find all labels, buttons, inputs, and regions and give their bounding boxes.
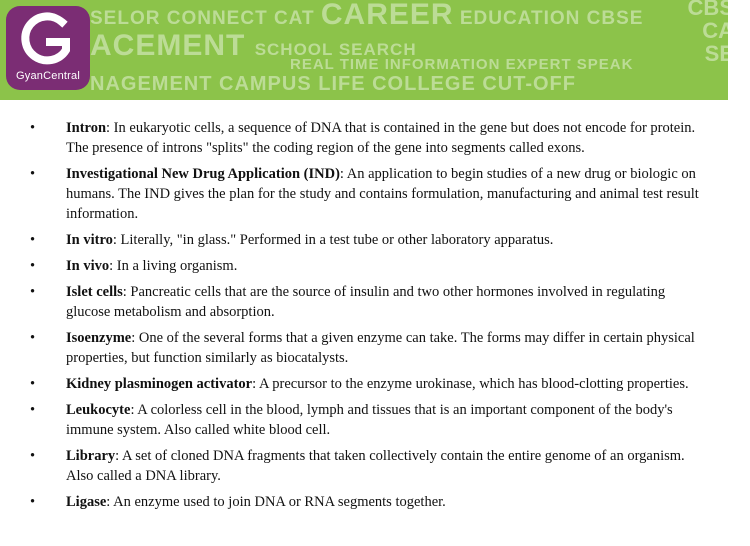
bullet: •	[30, 376, 36, 392]
header-banner	[0, 0, 734, 100]
glossary-definition: : Literally, "in glass." Performed in a test tube or other laboratory apparatus.	[112, 232, 554, 248]
glossary-term: Kidney plasminogen activator	[66, 376, 253, 392]
banner-row-3	[90, 74, 750, 94]
glossary-term: Intron	[66, 120, 107, 136]
bullet: •	[30, 232, 36, 248]
gyancentral-logo[interactable]	[6, 6, 90, 90]
banner-word: SE	[704, 41, 734, 67]
banner-word: REAL TIME INFORMATION EXPERT SPEAK	[290, 56, 634, 73]
glossary-definition: : One of the several forms that a given enzyme can take. The forms may differ in certain physical properties, but function similarly as biocatalysts.	[66, 330, 695, 366]
glossary-item-in-vitro	[26, 230, 706, 250]
glossary-item-islet-cells	[26, 282, 706, 322]
bullet: •	[30, 166, 36, 182]
banner-word: SCHOOL SEARCH	[254, 40, 417, 59]
bullet: •	[30, 448, 36, 464]
banner-word: EDUCATION CBSE	[459, 8, 644, 29]
g-logo-icon	[18, 12, 78, 70]
glossary-definition: : Pancreatic cells that are the source of insulin and two other hormones involved in regulating glucose metabolism and absorption.	[66, 284, 666, 320]
glossary-term: Library	[66, 448, 116, 464]
banner-word: SELOR CONNECT CAT	[90, 8, 315, 29]
glossary-term: Islet cells	[66, 284, 123, 300]
banner-word: CA	[702, 18, 734, 44]
glossary-item-leukocyte	[26, 400, 706, 440]
bullet: •	[30, 494, 36, 510]
glossary-definition: : A colorless cell in the blood, lymph and tissues that is an important component of the body's immune system. Also called white blood cell.	[66, 402, 673, 438]
glossary-term: Isoenzyme	[66, 330, 132, 346]
bullet: •	[30, 330, 36, 346]
banner-word: CBS	[687, 0, 734, 20]
glossary-term: Leukocyte	[66, 402, 131, 418]
banner-word: NAGEMENT CAMPUS LIFE COLLEGE CUT-OFF	[90, 73, 576, 95]
glossary-definition: : A set of cloned DNA fragments that taken collectively contain the entire genome of an organism. Also called a DNA library.	[66, 448, 685, 484]
glossary-term: In vivo	[66, 258, 110, 274]
banner-right-words	[688, 0, 734, 65]
glossary-item-ligase	[26, 492, 706, 512]
glossary-item-library	[26, 446, 706, 486]
glossary-item-kidney-plasminogen-activator	[26, 374, 706, 394]
bullet: •	[30, 402, 36, 418]
glossary-definition: : In a living organism.	[109, 258, 238, 274]
glossary-list	[26, 118, 706, 518]
glossary-item-intron	[26, 118, 706, 158]
glossary-definition: : A precursor to the enzyme urokinase, which has blood-clotting properties.	[252, 376, 689, 392]
glossary-definition: : An application to begin studies of a new drug or biologic on humans. The IND gives the plan for the study and contains formulation, manufacturing and animal test result information.	[66, 166, 699, 222]
glossary-term: In vitro	[66, 232, 113, 248]
glossary-definition: : An enzyme used to join DNA or RNA segments together.	[106, 494, 446, 510]
glossary-term: Investigational New Drug Application (IND)	[66, 166, 340, 182]
banner-keyword-collage	[90, 0, 750, 94]
banner-word-career: CAREER	[320, 0, 454, 31]
glossary-definition: : In eukaryotic cells, a sequence of DNA that is contained in the gene but does not encode for protein. The presence of introns "splits" the coding region of the gene into segments called exons.	[66, 120, 696, 156]
logo-text: GyanCentral	[16, 70, 80, 82]
banner-word-placement: ACEMENT	[90, 29, 246, 62]
bullet: •	[30, 120, 36, 136]
banner-row-1	[90, 0, 750, 30]
bullet: •	[30, 284, 36, 300]
glossary-term: Ligase	[66, 494, 107, 510]
glossary-item-isoenzyme	[26, 328, 706, 368]
glossary-item-in-vivo	[26, 256, 706, 276]
glossary-item-ind	[26, 164, 706, 224]
bullet: •	[30, 258, 36, 274]
